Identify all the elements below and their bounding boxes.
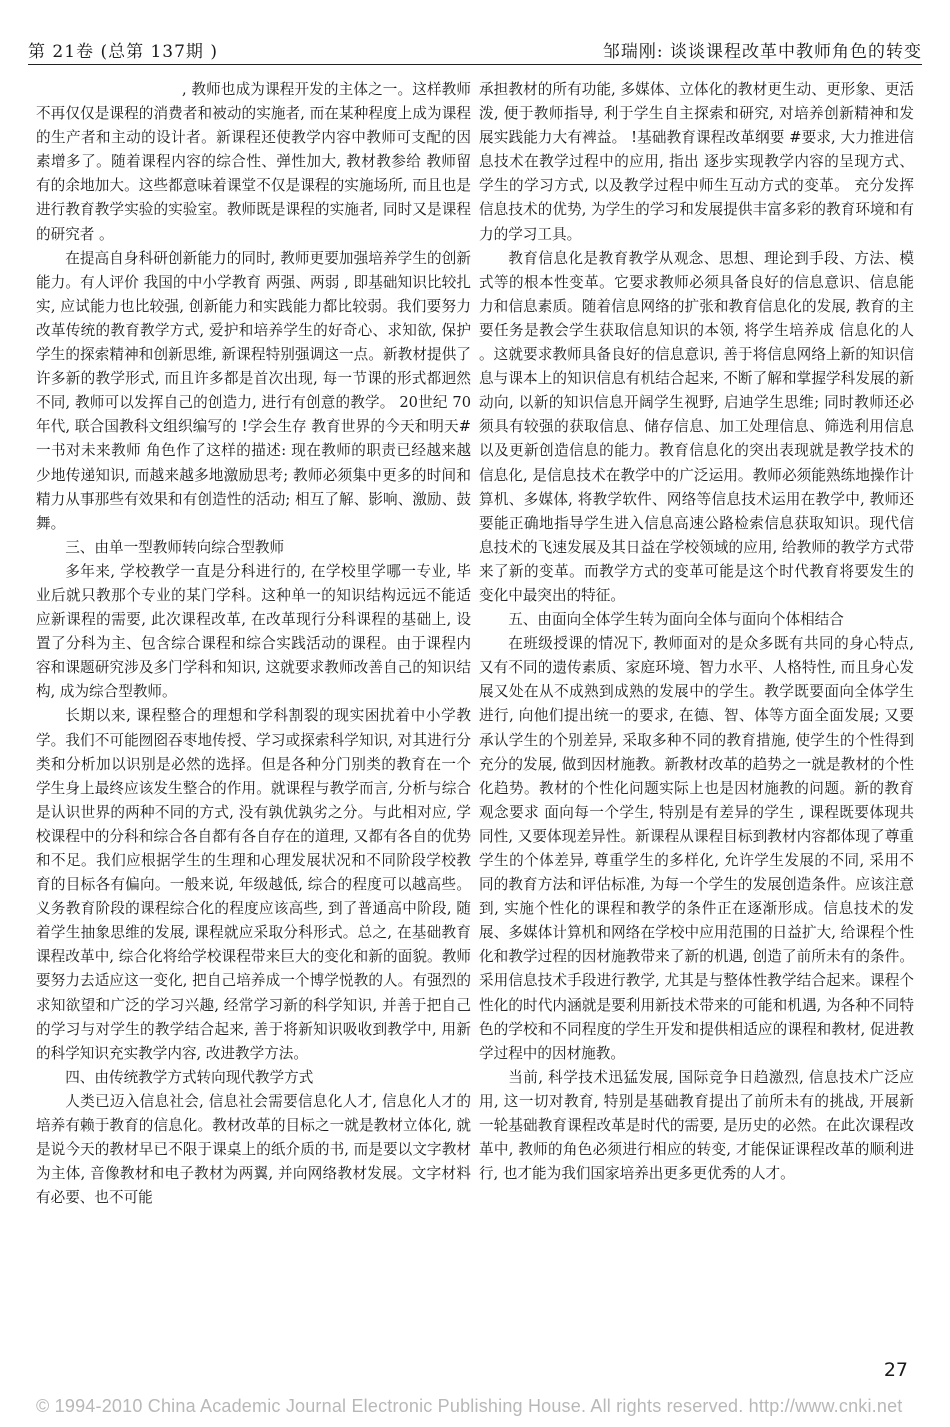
paragraph: 多年来, 学校教学一直是分科进行的, 在学校里学哪一专业, 毕业后就只教那个专业的某门学科。这种单一的知识结构远远不能适应新课程的需要, 此次课程改革, 在改革现行分科课程的基础上, 设置了分科为主、包含综合课程和综合实践活动的课程。由于课程内容和课题研究涉及多门学科和知识, 这就要求教师改善自己的知识结构, 成为综合型教师。 [36,562,471,701]
paragraph: 人类已迈入信息社会, 信息社会需要信息化人才, 信息化人才的培养有赖于教育的信息化。教材改革的目标之一就是教材立体化, 就是说今天的教材早已不限于课桌上的纸介质的书, 而是要以文字教材为主体, 音像教材和电子教材为两翼, 并向网络教材发展。文字材料有必要、也不可能 [36,1092,471,1207]
header-volume: 第 21卷 (总第 137期 ) [28,41,218,62]
right-column [479,78,914,1186]
running-header [28,34,922,65]
page-number: 27 [883,1359,908,1381]
paragraph: 长期以来, 课程整合的理想和学科割裂的现实困扰着中小学教学。我们不可能囫囵吞枣地传授、学习或探索科学知识, 对其进行分类和分析加以识别是必然的选择。但是各种分门别类的教育在一个学生身上最终应该发生整合的作用。就课程与教学而言, 分析与综合是认识世界的两种不同的方式, 没有孰优孰劣之分。与此相对应, 学校课程中的分科和综合各自都有各自存在的道理, 又都有各自的优势和不足。我们应根据学生的生理和心理发展状况和不同阶段学校教育的目标各有偏向。一般来说, 年级越低, 综合的程度可以越高些。义务教育阶段的课程综合化的程度应该高些, 到了普通高中阶段, 随着学生抽象思维的发展, 课程就应采取分科形式。总之, 在基础教育课程改革中, 综合化将给学校课程带来巨大的变化和新的面貌。教师要努力去适应这一变化, 把自己培养成一个博学悦教的人。有强烈的求知欲望和广泛的学习兴趣, 经常学习新的科学知识, 并善于把自己的学习与对学生的教学结合起来, 善于将新知识吸收到教学中, 用新的科学知识充实教学内容, 改进教学方法。 [36,707,471,1062]
section-heading: 四、由传统教学方式转向现代教学方式 [65,1068,314,1086]
paragraph: 在班级授课的情况下, 教师面对的是众多既有共同的身心特点, 又有不同的遗传素质、家庭环境、智力水平、人格特性, 而且身心发展又处在从不成熟到成熟的发展中的学生。教学既要面向全体学生进行, 向他们提出统一的要求, 在德、智、体等方面全面发展; 又要承认学生的个别差异, 采取多种不同的教育措施, 使学生的个性得到充分的发展, 做到因材施教。新教材改革的趋势之一就是教材的个性化趋势。教材的个性化问题实际上也是因材施教的问题。新的教育观念要求 面向每一个学生, 特别是有差异的学生 , 课程既要体现共同性, 又要体现差异性。新课程从课程目标到教材内容都体现了尊重学生的个体差异, 尊重学生的多样化, 允许学生发展的不同, 采用不同的教育方法和评估标准, 为每一个学生的发展创造条件。应该注意到, 实施个性化的课程和教学的条件正在逐渐形成。信息技术的发展、多媒体计算机和网络在学校中应用范围的日益扩大, 给课程个性化和教学过程的因材施教带来了新的机遇, 创造了前所未有的条件。采用信息技术手段进行教学, 尤其是与整体性教学结合起来。课程个性化的时代内涵就是要利用新技术带来的可能和机遇, 为各种不同特色的学校和不同程度的学生开发和提供相适应的课程和教材, 促进教学过程中的因材施教。 [479,635,914,1062]
header-article-title: 邹瑞刚: 谈谈课程改革中教师角色的转变 [602,41,922,62]
paragraph: 承担教材的所有功能, 多媒体、立体化的教材更生动、更形象、更活泼, 便于教师指导, 利于学生自主探索和研究, 对培养创新精神和发展实践能力大有裨益。 !基础教育课程改革纲要 #要求, 大力推进信息技术在教学过程中的应用, 指出 逐步实现教学内容的呈现方式、学生的学习方式, 以及教学过程中师生互动方式的变革。 充分发挥信息技术的优势, 为学生的学习和发展提供丰富多彩的教育环境和有力的学习工具。 [479,81,914,243]
paragraph: 当前, 科学技术迅猛发展, 国际竞争日趋激烈, 信息技术广泛应用, 这一切对教育, 特别是基础教育提出了前所未有的挑战, 开展新一轮基础教育课程改革是时代的需要, 是历史的必然。在此次课程改革中, 教师的角色必须进行相应的转变, 才能保证课程改革的顺利进行, 也才能为我们国家培养出更多更优秀的人才。 [479,1068,914,1183]
section-heading: 五、由面向全体学生转为面向全体与面向个体相结合 [508,611,844,629]
paragraph: 在提高自身科研创新能力的同时, 教师更要加强培养学生的创新能力。有人评价 我国的中小学教育 两强、两弱 , 即基础知识比较扎实, 应试能力也比较强, 创新能力和实践能力都比较弱。我们要努力改革传统的教育教学方式, 爱护和培养学生的好奇心、求知欲, 保护学生的探索精神和创新思维, 新课程特别强调这一点。新教材提供了许多新的教学形式, 而且许多都是首次出现, 每一节课的形式都迥然不同, 教师可以发挥自己的创造力, 进行有创意的教学。 20世纪 70年代, 联合国教科文组织编写的 !学会生存 教育世界的今天和明天#一书对未来教师 角色作了这样的描述: 现在教师的职责已经越来越少地传递知识, 而越来越多地激励思考; 教师必须集中更多的时间和精力从事那些有效果和有创造性的活动; 相互了解、影响、激励、鼓舞。 [36,249,471,532]
paragraph: , 教师也成为课程开发的主体之一。这样教师不再仅仅是课程的消费者和被动的实施者, 而在某种程度上成为课程的生产者和主动的设计者。新课程还使教学内容中教师可支配的因素增多了。随着课程内容的综合性、弹性加大, 教材教参给 教师留有的余地加大。这些都意味着课堂不仅是课程的实施场所, 而且也是进行教育教学实验的实验室。教师既是课程的实施者, 同时又是课程的研究者 。 [36,81,471,243]
paragraph: 教育信息化是教育教学从观念、思想、理论到手段、方法、模式等的根本性变革。它要求教师必须具备良好的信息意识、信息能力和信息素质。随着信息网络的扩张和教育信息化的发展, 教育的主要任务是教会学生获取信息知识的本领, 将学生培养成 信息化的人 。这就要求教师具备良好的信息意识, 善于将信息网络上新的知识信息与课本上的知识信息有机结合起来, 不断了解和掌握学科发展的新动向, 以新的知识信息开阔学生视野, 启迪学生思维; 同时教师还必须具有较强的获取信息、储存信息、加工处理信息、筛选利用信息以及更新创造信息的能力。教育信息化的突出表现就是教学技术的信息化, 是信息技术在教学中的广泛运用。教师必须能熟练地操作计算机、多媒体, 将教学软件、网络等信息技术运用在教学中, 教师还要能正确地指导学生进入信息高速公路检索信息获取知识。现代信息技术的飞速发展及其日益在学校领域的应用, 给教师的教学方式带来了新的变革。而教学方式的变革可能是这个时代教育将要发生的变化中最突出的特征。 [479,249,914,604]
left-column [36,78,471,1210]
section-heading: 三、由单一型教师转向综合型教师 [65,538,285,556]
copyright-footer: © 1994-2010 China Academic Journal Electronic Publishing House. All rights reserved. http://www.cnki.net [36,1396,903,1416]
